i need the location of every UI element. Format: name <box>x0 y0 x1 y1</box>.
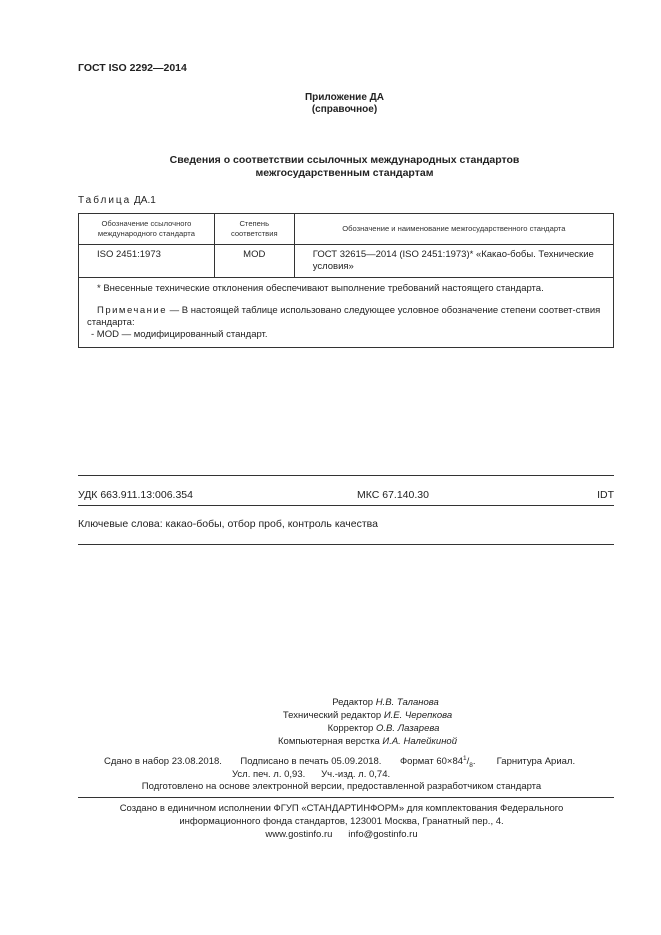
email-link[interactable]: info@gostinfo.ru <box>348 829 418 840</box>
submitted-date: Сдано в набор 23.08.2018. <box>104 756 222 767</box>
keywords: Ключевые слова: какао-бобы, отбор проб, контроль качества <box>78 518 378 530</box>
table-header-row <box>79 214 614 245</box>
table-caption-label: Таблица <box>78 195 132 206</box>
staff-tech-editor <box>0 710 661 721</box>
layout-name: И.А. Налейкиной <box>382 736 457 747</box>
tech-editor-name: И.Е. Черепкова <box>383 710 453 721</box>
editor-name: Н.В. Таланова <box>375 697 439 708</box>
publisher-line2: информационного фонда стандартов, 123001 Москва, Гранатный пер., 4. <box>179 816 504 827</box>
layout-label: Компьютерная верстка <box>278 736 380 747</box>
typeface: Гарнитура Ариал. <box>496 756 576 767</box>
table-footnote: * Внесенные технические отклонения обеспечивают выполнение требований настоящего стандарта. <box>97 283 544 294</box>
table-cell-intl-standard: ISO 2451:1973 <box>79 245 215 278</box>
idt-code: IDT <box>597 489 614 501</box>
format: Формат $60\times 84^1/_8$. <box>399 754 476 769</box>
note-list-item: - MOD — модифицированный стандарт. <box>91 329 268 340</box>
imprint-line2 <box>232 769 390 780</box>
publisher-contacts <box>0 829 661 840</box>
appendix-title: Приложение ДА <box>304 92 385 103</box>
section-title-line2: межгосударственным стандартам <box>255 167 434 179</box>
divider-bottom <box>78 544 614 545</box>
column-header: Обозначение ссылочного международного стандарта <box>79 214 215 245</box>
table-row <box>79 245 614 278</box>
website-link[interactable]: www.gostinfo.ru <box>265 829 333 840</box>
section-title <box>0 154 661 180</box>
table-cell-interstate-standard: ГОСТ 32615—2014 (ISO 2451:1973)* «Какао-бобы. Технические условия» <box>294 245 613 278</box>
note-label: Примечание <box>97 305 167 316</box>
section-title-line1: Сведения о соответствии ссылочных международных стандартов <box>169 154 520 166</box>
document-code: ГОСТ ISO 2292—2014 <box>78 62 187 74</box>
staff-corrector <box>0 723 661 734</box>
udk-code: УДК 663.911.13:006.354 <box>78 489 193 501</box>
correspondence-table <box>78 213 614 348</box>
column-header: Обозначение и наименование межгосударственного стандарта <box>294 214 613 245</box>
table-notes <box>79 278 614 348</box>
divider-middle <box>78 505 614 506</box>
column-header: Степень соответствия <box>214 214 294 245</box>
table-notes-row <box>79 278 614 348</box>
editor-label: Редактор <box>332 697 374 708</box>
note-text: — В настоящей таблице использовано следующее условное обозначение степени соответ-ствия стандарта: <box>87 305 601 328</box>
tech-editor-label: Технический редактор <box>282 710 382 721</box>
mks-code: МКС 67.140.30 <box>357 489 429 501</box>
divider-top <box>78 475 614 476</box>
corrector-label: Корректор <box>327 723 374 734</box>
staff-editor <box>0 697 661 708</box>
print-sheets: Усл. печ. л. 0,93. <box>232 769 306 780</box>
prepared-note: Подготовлено на основе электронной версии, предоставленной разработчиком стандарта <box>141 781 542 792</box>
table-note <box>87 305 605 329</box>
publishing-sheets: Уч.-изд. л. 0,74. <box>321 769 391 780</box>
appendix-subtitle: (справочное) <box>311 104 378 115</box>
divider-publisher <box>78 797 614 798</box>
corrector-name: О.В. Лазарева <box>375 723 440 734</box>
table-caption-number: ДА.1 <box>134 195 156 206</box>
staff-layout <box>0 736 661 747</box>
signed-date: Подписано в печать 05.09.2018. <box>240 756 382 767</box>
table-cell-degree: MOD <box>214 245 294 278</box>
table-caption <box>78 195 156 206</box>
publisher-line1: Создано в единичном исполнении ФГУП «СТАНДАРТИНФОРМ» для комплектования Федерального <box>119 803 564 814</box>
imprint-line1 <box>104 756 575 767</box>
